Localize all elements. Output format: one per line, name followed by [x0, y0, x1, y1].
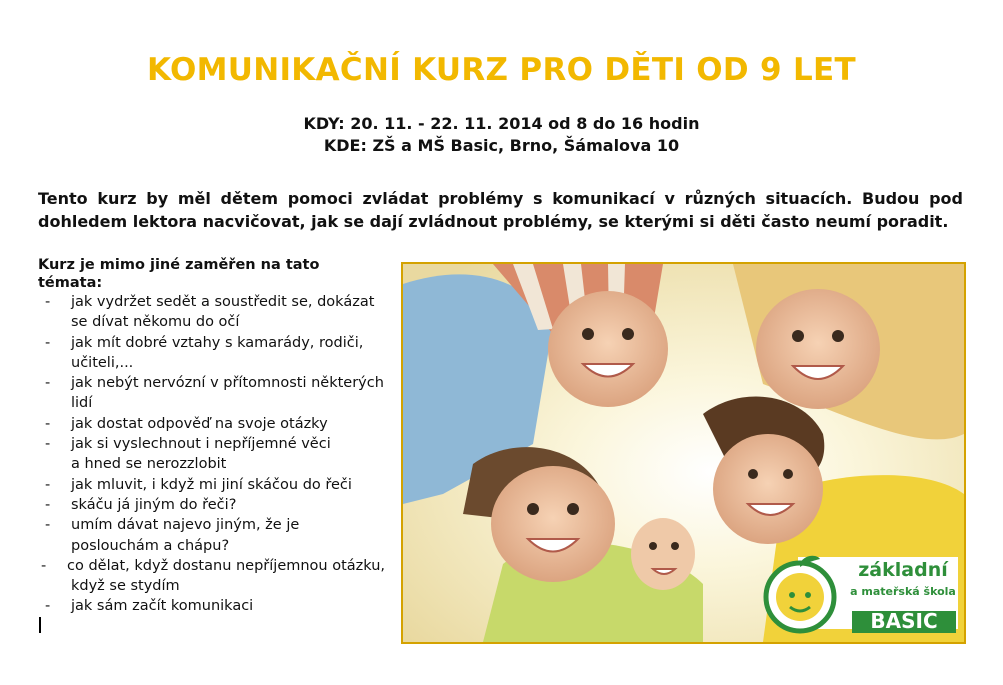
logo-text-line3: BASIC	[870, 609, 938, 633]
intro-paragraph	[38, 187, 963, 233]
logo-text-line2: a mateřská škola	[850, 585, 956, 598]
text-cursor	[39, 617, 41, 633]
page-title: KOMUNIKAČNÍ KURZ PRO DĚTI OD 9 LET	[147, 52, 856, 88]
topics-list	[38, 292, 398, 617]
logo-text-line1: základní	[858, 559, 948, 581]
list-item: - umím dávat najevo jiným, že je poslouchám a chápu?	[45, 517, 300, 554]
list-item: - skáču já jiným do řeči?	[45, 496, 237, 513]
list-item: - jak mluvit, i když mi jiní skáčou do řeči	[45, 476, 352, 493]
topics-heading-line: témata:	[38, 275, 103, 291]
list-item: - jak dostat odpověď na svoje otázky	[45, 415, 328, 432]
topics-heading-line: Kurz je mimo jiné zaměřen na tato	[38, 257, 320, 273]
event-date: KDY: 20. 11. - 22. 11. 2014 od 8 do 16 hodin	[303, 114, 700, 133]
list-item: - jak nebýt nervózní v přítomnosti některých lidí	[45, 375, 384, 412]
list-item: - jak si vyslechnout i nepříjemné věci a hned se nerozzlobit	[45, 436, 331, 473]
event-location: KDE: ZŠ a MŠ Basic, Brno, Šámalova 10	[323, 136, 680, 155]
list-item: - jak mít dobré vztahy s kamarády, rodiči, učiteli,...	[45, 334, 364, 371]
list-item: - co dělat, když dostanu nepříjemnou otázku, když se stydím	[41, 557, 386, 595]
intro-line: dohledem lektora nacvičovat, jak se dají zvládnout problémy, se kterými si děti často neumí poradit.	[38, 212, 949, 231]
intro-line: Tento kurz by měl dětem pomoci zvládat problémy s komunikací v různých situacích. Budou pod	[38, 189, 963, 208]
school-logo	[760, 553, 958, 635]
list-item: - jak vydržet sedět a soustředit se, dokázat se dívat někomu do očí	[45, 294, 375, 331]
topics-heading	[38, 256, 358, 292]
event-info	[0, 113, 1003, 157]
list-item: - jak sám začít komunikaci	[45, 598, 254, 615]
